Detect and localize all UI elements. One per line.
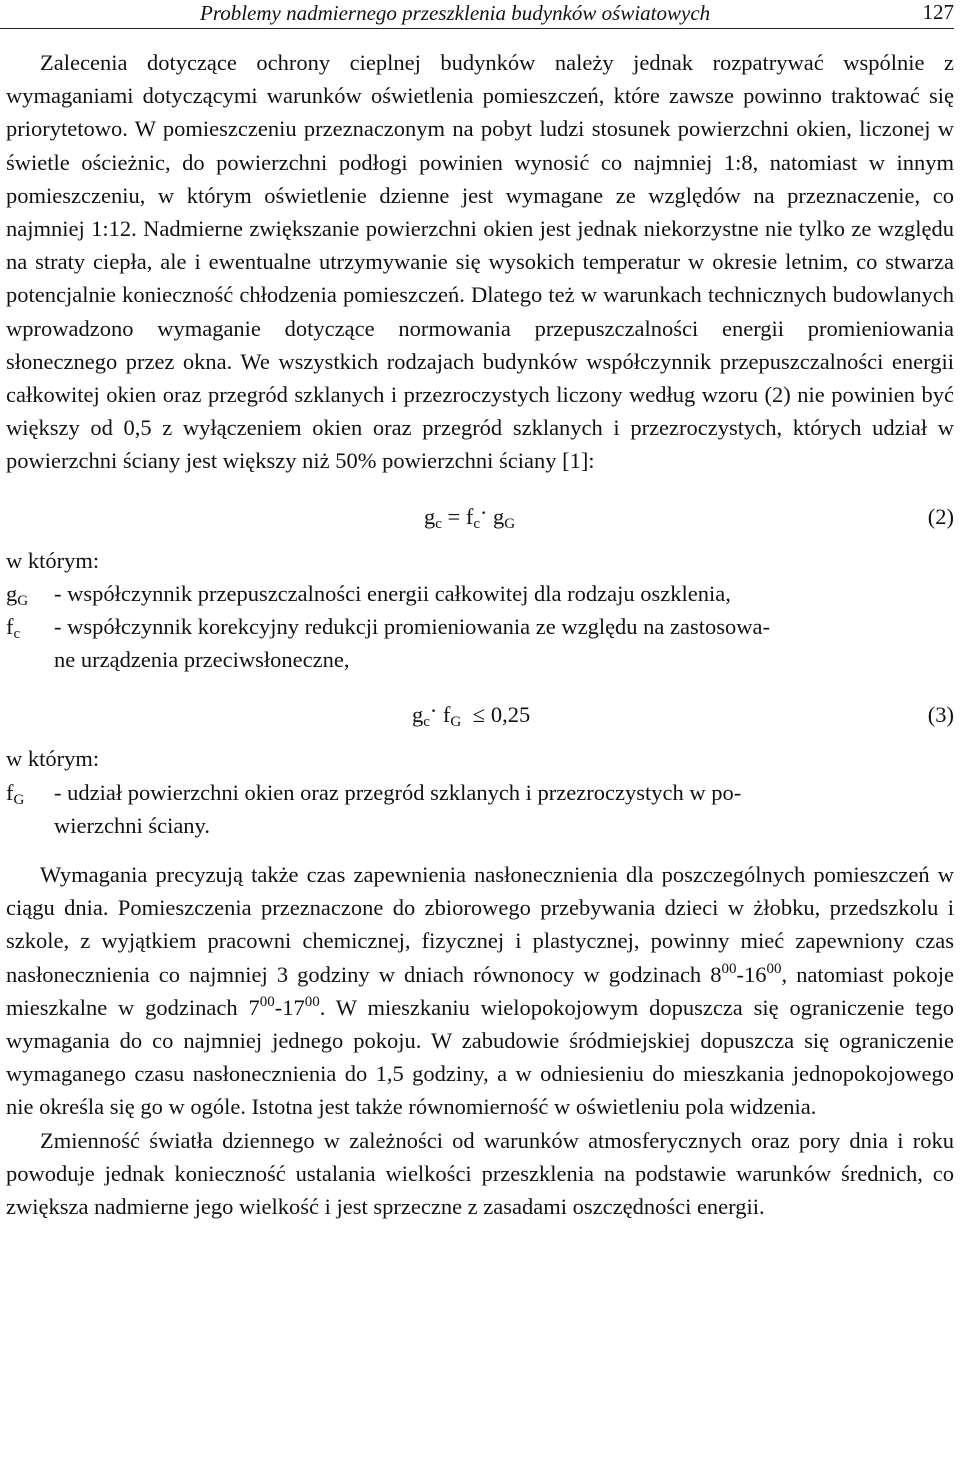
definition-text: - współczynnik przepuszczalności energii całkowitej dla rodzaju oszklenia, (54, 580, 731, 606)
where-label-2: w którym: (6, 746, 100, 772)
leq-symbol: ≤ (472, 702, 486, 728)
definition-text: - współczynnik korekcyjny redukcji promieniowania ze względu na zastosowa- ne urządzenia przeciwsłoneczne, (54, 614, 771, 673)
running-title: Problemy nadmiernego przeszklenia budynków oświatowych (200, 1, 711, 25)
definition-symbol: $g_G$ (6, 580, 29, 609)
equation-2-body: $g_c = f_c\cdot g_G$ (424, 499, 516, 532)
where-label-1: w którym: (6, 547, 100, 573)
page-body (6, 46, 954, 1223)
definition-gG (6, 577, 954, 610)
equation-3-number: (3) (927, 702, 954, 728)
paragraph-3: Wymagania precyzują także czas zapewnienia nasłonecznienia dla poszczególnych pomieszczeń w ciągu dnia. Pomieszczenia przeznaczone do zbiorowego przebywania dzieci w żłobku, przedszkolu i szkole, z wyjątkiem pracowni chemicznej, fizycznej i plastycznej, powinny mieć zapewniony czas nasłonecznienia co najmniej 3 godziny w dniach równonocy w godzinach $8^{00}-16^{00}$, natomiast pokoje mieszkalne w godzinach $7^{00}-17^{00}$. W mieszkaniu wielopokojowym dopuszcza się ograniczenie tego wymagania do co najmniej jednego pokoju. W zabudowie śródmiejskiej dopuszcza się ograniczenie wymaganego czasu nasłonecznienia do 1,5 godziny, a w odniesieniu do mieszkania jednopokojowego nie określa się go w ogóle. Istotna jest także równomierność w oświetleniu pola widzenia. (6, 862, 954, 1120)
equation-2-number: (2) (927, 503, 954, 529)
page-number: 127 (922, 0, 954, 24)
equation-2 (6, 500, 954, 534)
equation-3-body: $g_c\cdot f_G \le 0,25$ (412, 698, 531, 731)
definition-text: - udział powierzchni okien oraz przegród szklanych i przezroczystych w po- wierzchni ściany. (54, 779, 742, 838)
equation-3 (6, 698, 954, 732)
page-header (0, 0, 954, 29)
paragraph-1: Zalecenia dotyczące ochrony cieplnej budynków należy jednak rozpatrywać wspólnie z wymaganiami dotyczącymi warunków oświetlenia pomieszczeń, które zawsze powinno traktować się priorytetowo. W pomieszczeniu przeznaczonym na pobyt ludzi stosunek powierzchni okien, liczonej w świetle ościeżnic, do powierzchni podłogi powinien wynosić co najmniej 1:8, natomiast w innym pomieszczeniu, w którym oświetlenie dzienne jest wymagane ze względów na przeznaczenie, co najmniej 1:12. Nadmierne zwiększanie powierzchni okien jest jednak niekorzystne nie tylko ze względu na straty ciepła, ale i ewentualne utrzymywanie się wysokich temperatur w okresie letnim, co stwarza potencjalnie konieczność chłodzenia pomieszczeń. Dlatego też w warunkach technicznych budowlanych wprowadzono wymaganie dotyczące normowania przepuszczalności energii promieniowania słonecznego przez okna. We wszystkich rodzajach budynków współczynnik przepuszczalności energii całkowitej okien oraz przegród szklanych i przezroczystych liczony według wzoru (2) nie powinien być większy od 0,5 z wyłączeniem okien oraz przegród szklanych i przezroczystych, których udział w powierzchni ściany jest większy niż 50% powierzchni ściany [1]: (6, 50, 954, 474)
definition-fG (6, 776, 954, 842)
paragraph-4: Zmienność światła dziennego w zależności od warunków atmosferycznych oraz pory dnia i roku powoduje jednak konieczność ustalania wielkości przeszklenia na podstawie warunków średnich, co zwiększa nadmierne jego wielkość i jest sprzeczne z zasadami oszczędności energii. (6, 1127, 954, 1220)
definition-symbol: $f_c$ (6, 614, 21, 643)
definition-fc (6, 610, 954, 676)
definition-symbol: $f_G$ (6, 779, 25, 808)
